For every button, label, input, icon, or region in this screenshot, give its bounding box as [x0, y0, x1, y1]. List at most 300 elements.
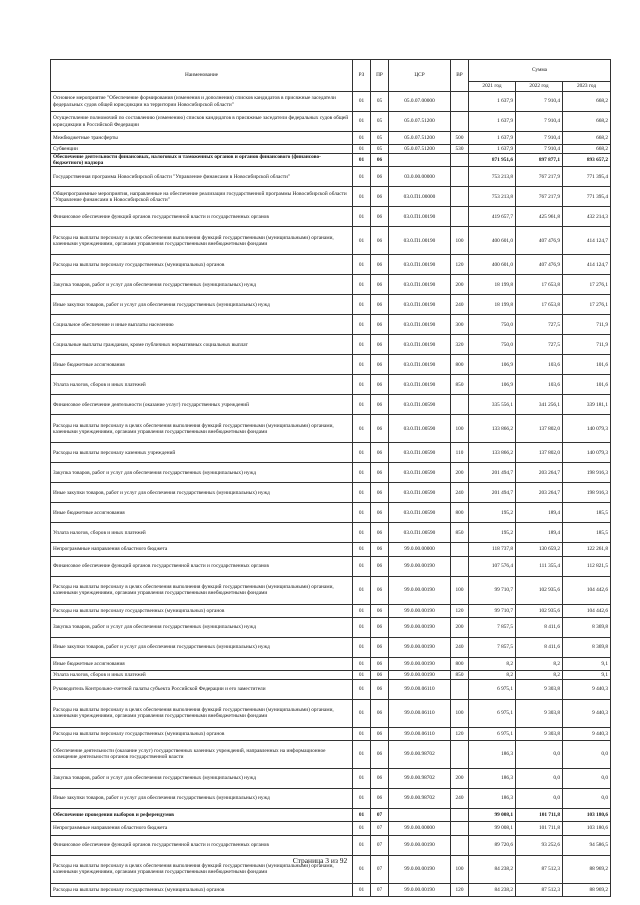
table-row [51, 808, 611, 821]
cell-2023: 771 395,4 [563, 167, 611, 187]
cell-name: Уплата налогов, сборов и иных платежей [51, 375, 353, 395]
cell-vr [451, 835, 469, 855]
cell-vr [451, 92, 469, 112]
cell-2023: 198 916,3 [563, 483, 611, 503]
cell-2021: 133 866,2 [469, 415, 516, 443]
cell-name: Расходы на выплаты персоналу государственных (муниципальных) органов [51, 883, 353, 896]
cell-2022: 425 961,8 [516, 207, 563, 227]
cell-2021: 1 637,9 [469, 92, 516, 112]
cell-rz: 01 [353, 740, 371, 768]
cell-vr: 200 [451, 275, 469, 295]
cell-pr: 06 [371, 679, 389, 699]
cell-2023: 9,1 [563, 671, 611, 679]
cell-2023: 140 079,3 [563, 415, 611, 443]
cell-pr: 06 [371, 207, 389, 227]
cell-pr: 06 [371, 355, 389, 375]
cell-name: Социальные выплаты гражданам, кроме публичных нормативных социальных выплат [51, 335, 353, 355]
cell-2021: 106,9 [469, 375, 516, 395]
cell-vr: 100 [451, 855, 469, 883]
cell-2023: 8 369,8 [563, 617, 611, 637]
cell-csr: 05.0.07.51200 [389, 132, 451, 145]
cell-vr: 530 [451, 145, 469, 153]
cell-pr: 07 [371, 835, 389, 855]
cell-2023: 185,5 [563, 523, 611, 543]
cell-rz: 01 [353, 671, 371, 679]
cell-2023: 94 586,5 [563, 835, 611, 855]
cell-csr: 99.0.00.00190 [389, 617, 451, 637]
cell-name: Расходы на выплаты персоналу в целях обеспечения выполнения функций государственными (муниципальными) органами, казенными учреждениями, органами управления государственными внебюджетными фондами [51, 576, 353, 604]
cell-pr: 06 [371, 556, 389, 576]
cell-2021: 89 720,6 [469, 835, 516, 855]
cell-pr: 06 [371, 727, 389, 740]
cell-name: Межбюджетные трансферты [51, 132, 353, 145]
cell-pr: 06 [371, 543, 389, 556]
cell-vr: 240 [451, 483, 469, 503]
cell-pr: 06 [371, 463, 389, 483]
table-row [51, 335, 611, 355]
cell-2021: 335 556,1 [469, 395, 516, 415]
cell-pr: 06 [371, 375, 389, 395]
cell-2022: 203 264,7 [516, 463, 563, 483]
cell-pr: 06 [371, 617, 389, 637]
table-row [51, 153, 611, 167]
cell-2022: 103,6 [516, 375, 563, 395]
cell-pr: 05 [371, 112, 389, 132]
cell-rz: 01 [353, 295, 371, 315]
page-number: Страница 3 из 92 [292, 856, 348, 865]
cell-rz: 01 [353, 855, 371, 883]
cell-csr: 99.0.00.00000 [389, 822, 451, 835]
cell-2021: 7 857,5 [469, 637, 516, 657]
cell-2023: 668,2 [563, 92, 611, 112]
cell-pr: 06 [371, 415, 389, 443]
table-row [51, 699, 611, 727]
table-row [51, 617, 611, 637]
cell-2021: 6 975,1 [469, 727, 516, 740]
table-row [51, 637, 611, 657]
cell-name: Уплата налогов, сборов и иных платежей [51, 523, 353, 543]
cell-vr [451, 167, 469, 187]
cell-csr: 03.0.П1.00190 [389, 227, 451, 255]
cell-vr: 240 [451, 637, 469, 657]
cell-2023: 414 124,7 [563, 227, 611, 255]
table-row [51, 604, 611, 617]
cell-2021: 7 857,5 [469, 617, 516, 637]
cell-vr [451, 153, 469, 167]
cell-2021: 1 637,9 [469, 145, 516, 153]
cell-2022: 727,5 [516, 315, 563, 335]
cell-2021: 99 008,1 [469, 822, 516, 835]
cell-rz: 01 [353, 207, 371, 227]
cell-2023: 9 440,3 [563, 699, 611, 727]
cell-csr: 99.0.00.98702 [389, 788, 451, 808]
cell-name: Финансовое обеспечение функций органов государственной власти и государственных органов [51, 835, 353, 855]
cell-pr: 05 [371, 145, 389, 153]
cell-pr: 07 [371, 822, 389, 835]
header-pr: ПР [371, 60, 389, 92]
cell-name: Иные бюджетные ассигнования [51, 503, 353, 523]
cell-2021: 99 710,7 [469, 576, 516, 604]
cell-2023: 88 969,2 [563, 883, 611, 896]
cell-2022: 407 476,9 [516, 255, 563, 275]
cell-rz: 01 [353, 617, 371, 637]
cell-csr: 05.0.07.51200 [389, 145, 451, 153]
table-row [51, 727, 611, 740]
cell-2022: 111 355,4 [516, 556, 563, 576]
cell-csr: 03.0.П1.00190 [389, 355, 451, 375]
cell-2022: 101 711,8 [516, 808, 563, 821]
cell-2021: 400 601,0 [469, 227, 516, 255]
cell-2022: 137 802,0 [516, 443, 563, 463]
cell-2021: 118 737,8 [469, 543, 516, 556]
cell-2023: 112 821,5 [563, 556, 611, 576]
cell-2021: 186,3 [469, 740, 516, 768]
cell-2022: 7 910,4 [516, 112, 563, 132]
cell-csr: 03.0.П1.00590 [389, 395, 451, 415]
cell-name: Закупка товаров, работ и услуг для обеспечения государственных (муниципальных) нужд [51, 617, 353, 637]
cell-2021: 107 576,4 [469, 556, 516, 576]
cell-name: Непрограммные направления областного бюджета [51, 543, 353, 556]
cell-2021: 133 866,2 [469, 443, 516, 463]
cell-vr [451, 822, 469, 835]
cell-2023: 8 369,8 [563, 637, 611, 657]
cell-vr: 800 [451, 503, 469, 523]
table-body [51, 92, 611, 897]
cell-rz: 01 [353, 153, 371, 167]
cell-2023: 0,0 [563, 788, 611, 808]
cell-2021: 99 008,1 [469, 808, 516, 821]
table-row [51, 375, 611, 395]
cell-2022: 189,4 [516, 503, 563, 523]
cell-2021: 750,0 [469, 315, 516, 335]
cell-2022: 137 802,0 [516, 415, 563, 443]
cell-2023: 668,2 [563, 112, 611, 132]
cell-rz: 01 [353, 167, 371, 187]
cell-vr: 240 [451, 788, 469, 808]
cell-rz: 01 [353, 657, 371, 670]
table-row [51, 556, 611, 576]
cell-rz: 01 [353, 112, 371, 132]
cell-pr: 06 [371, 576, 389, 604]
table-row [51, 768, 611, 788]
cell-2021: 201 494,7 [469, 463, 516, 483]
cell-pr: 06 [371, 657, 389, 670]
cell-name: Социальное обеспечение и иные выплаты населению [51, 315, 353, 335]
cell-2022: 17 653,8 [516, 275, 563, 295]
cell-2021: 1 637,9 [469, 132, 516, 145]
cell-vr: 120 [451, 604, 469, 617]
cell-2022: 9 303,8 [516, 679, 563, 699]
table-row [51, 415, 611, 443]
cell-vr: 850 [451, 375, 469, 395]
cell-2023: 185,5 [563, 503, 611, 523]
cell-vr: 200 [451, 617, 469, 637]
cell-2023: 17 276,1 [563, 275, 611, 295]
cell-vr: 800 [451, 355, 469, 375]
cell-2021: 195,2 [469, 523, 516, 543]
cell-vr [451, 187, 469, 207]
table-row [51, 275, 611, 295]
cell-rz: 01 [353, 768, 371, 788]
cell-csr: 03.0.П1.00590 [389, 523, 451, 543]
cell-name: Непрограммные направления областного бюджета [51, 822, 353, 835]
cell-name: Основное мероприятие "Обеспечение формирования (изменения и дополнения) списков кандидатов в присяжные заседатели федеральных судов общей юрисдикции на территории Новосибирской области" [51, 92, 353, 112]
cell-2023: 198 916,3 [563, 463, 611, 483]
cell-rz: 01 [353, 275, 371, 295]
cell-pr: 06 [371, 153, 389, 167]
cell-name: Расходы на выплаты персоналу казенных учреждений [51, 443, 353, 463]
table-row [51, 207, 611, 227]
cell-2022: 7 910,4 [516, 132, 563, 145]
cell-pr: 06 [371, 503, 389, 523]
cell-vr: 320 [451, 335, 469, 355]
cell-pr: 05 [371, 92, 389, 112]
header-csr: ЦСР [389, 60, 451, 92]
cell-csr: 03.0.00.00000 [389, 167, 451, 187]
cell-csr: 99.0.00.00190 [389, 671, 451, 679]
cell-vr: 100 [451, 699, 469, 727]
cell-rz: 01 [353, 835, 371, 855]
table-row [51, 92, 611, 112]
cell-2022: 7 910,4 [516, 145, 563, 153]
cell-rz: 01 [353, 727, 371, 740]
cell-pr: 06 [371, 167, 389, 187]
cell-csr: 99.0.00.06110 [389, 679, 451, 699]
cell-rz: 01 [353, 395, 371, 415]
cell-rz: 01 [353, 604, 371, 617]
cell-2022: 17 653,8 [516, 295, 563, 315]
cell-pr: 06 [371, 483, 389, 503]
table-row [51, 463, 611, 483]
cell-2023: 711,9 [563, 335, 611, 355]
cell-2023: 432 214,3 [563, 207, 611, 227]
cell-2021: 6 975,1 [469, 679, 516, 699]
cell-rz: 01 [353, 255, 371, 275]
table-row [51, 112, 611, 132]
cell-name: Государственная программа Новосибирской области "Управление финансами в Новосибирской области" [51, 167, 353, 187]
cell-vr: 850 [451, 671, 469, 679]
cell-2022: 102 935,6 [516, 576, 563, 604]
cell-2021: 106,9 [469, 355, 516, 375]
cell-2022: 87 512,3 [516, 855, 563, 883]
cell-2021: 18 199,8 [469, 295, 516, 315]
cell-vr: 300 [451, 315, 469, 335]
cell-rz: 01 [353, 788, 371, 808]
cell-pr: 07 [371, 808, 389, 821]
cell-vr: 850 [451, 523, 469, 543]
cell-vr [451, 808, 469, 821]
cell-2021: 18 199,8 [469, 275, 516, 295]
cell-rz: 01 [353, 415, 371, 443]
cell-rz: 01 [353, 355, 371, 375]
cell-csr: 03.0.П1.00190 [389, 295, 451, 315]
cell-pr: 06 [371, 768, 389, 788]
cell-name: Расходы на выплаты персоналу государственных (муниципальных) органов [51, 255, 353, 275]
cell-name: Обеспечение деятельности (оказание услуг) государственных казенных учреждений, направленных на информационное освещение деятельности органов государственной власти [51, 740, 353, 768]
cell-2021: 750,0 [469, 335, 516, 355]
cell-vr: 120 [451, 255, 469, 275]
cell-vr [451, 556, 469, 576]
cell-2021: 84 238,2 [469, 883, 516, 896]
cell-csr: 05.0.07.51200 [389, 112, 451, 132]
cell-2023: 101,6 [563, 355, 611, 375]
cell-vr: 240 [451, 295, 469, 315]
cell-2022: 8,2 [516, 657, 563, 670]
cell-pr: 06 [371, 315, 389, 335]
cell-name: Расходы на выплаты персоналу в целях обеспечения выполнения функций государственными (муниципальными) органами, казенными учреждениями, органами управления государственными внебюджетными фондами [51, 699, 353, 727]
cell-csr: 03.0.П1.00590 [389, 483, 451, 503]
cell-pr: 06 [371, 187, 389, 207]
cell-rz: 01 [353, 483, 371, 503]
cell-2023: 893 657,2 [563, 153, 611, 167]
cell-pr: 06 [371, 699, 389, 727]
cell-2023: 0,0 [563, 768, 611, 788]
cell-csr: 03.0.П1.00590 [389, 463, 451, 483]
cell-rz: 01 [353, 556, 371, 576]
cell-csr: 03.0.П1.00590 [389, 503, 451, 523]
table-row [51, 822, 611, 835]
cell-rz: 01 [353, 463, 371, 483]
cell-name: Расходы на выплаты персоналу в целях обеспечения выполнения функций государственными (муниципальными) органами, казенными учреждениями, органами управления государственными внебюджетными фондами [51, 415, 353, 443]
cell-2021: 195,2 [469, 503, 516, 523]
table-row [51, 355, 611, 375]
cell-vr: 120 [451, 883, 469, 896]
table-row [51, 187, 611, 207]
cell-2022: 8,2 [516, 671, 563, 679]
cell-rz: 01 [353, 679, 371, 699]
cell-name: Финансовое обеспечение деятельности (оказание услуг) государственных учреждений [51, 395, 353, 415]
cell-rz: 01 [353, 637, 371, 657]
cell-csr: 03.0.П1.00190 [389, 315, 451, 335]
table-row [51, 167, 611, 187]
cell-2022: 87 512,3 [516, 883, 563, 896]
cell-pr: 07 [371, 883, 389, 896]
cell-csr: 03.0.П1.00000 [389, 187, 451, 207]
cell-csr: 99.0.00.00190 [389, 604, 451, 617]
cell-csr: 99.0.00.06110 [389, 699, 451, 727]
cell-2023: 104 442,6 [563, 576, 611, 604]
cell-csr: 99.0.00.00190 [389, 855, 451, 883]
cell-2021: 400 601,0 [469, 255, 516, 275]
cell-2022: 727,5 [516, 335, 563, 355]
cell-2021: 753 213,8 [469, 187, 516, 207]
table-row [51, 255, 611, 275]
cell-pr: 06 [371, 255, 389, 275]
cell-csr: 99.0.00.00190 [389, 883, 451, 896]
table-row [51, 576, 611, 604]
header-vr: ВР [451, 60, 469, 92]
cell-2022: 8 411,6 [516, 617, 563, 637]
cell-pr: 06 [371, 295, 389, 315]
cell-pr: 06 [371, 443, 389, 463]
cell-vr: 120 [451, 727, 469, 740]
cell-name: Закупка товаров, работ и услуг для обеспечения государственных (муниципальных) нужд [51, 275, 353, 295]
cell-2023: 9,1 [563, 657, 611, 670]
cell-name: Иные бюджетные ассигнования [51, 657, 353, 670]
table-row [51, 740, 611, 768]
cell-name: Иные закупки товаров, работ и услуг для обеспечения государственных (муниципальных) нужд [51, 637, 353, 657]
cell-csr [389, 153, 451, 167]
cell-pr: 07 [371, 855, 389, 883]
cell-rz: 01 [353, 187, 371, 207]
cell-pr: 06 [371, 671, 389, 679]
cell-name: Обеспечение деятельности финансовых, налоговых и таможенных органов и органов финансового (финансово-бюджетного) надзора [51, 153, 353, 167]
table-row [51, 671, 611, 679]
cell-2023: 668,2 [563, 145, 611, 153]
cell-name: Иные закупки товаров, работ и услуг для обеспечения государственных (муниципальных) нужд [51, 295, 353, 315]
table-row [51, 145, 611, 153]
cell-name: Закупка товаров, работ и услуг для обеспечения государственных (муниципальных) нужд [51, 768, 353, 788]
cell-csr: 99.0.00.06110 [389, 727, 451, 740]
header-name: Наименование [51, 60, 353, 92]
cell-rz: 01 [353, 523, 371, 543]
cell-2021: 201 494,7 [469, 483, 516, 503]
cell-csr: 03.0.П1.00190 [389, 375, 451, 395]
cell-rz: 01 [353, 375, 371, 395]
cell-2021: 8,2 [469, 671, 516, 679]
cell-rz: 01 [353, 543, 371, 556]
cell-2021: 99 710,7 [469, 604, 516, 617]
cell-2021: 84 238,2 [469, 855, 516, 883]
cell-name: Расходы на выплаты персоналу государственных (муниципальных) органов [51, 727, 353, 740]
cell-2022: 130 659,2 [516, 543, 563, 556]
table-row [51, 657, 611, 670]
cell-rz: 01 [353, 132, 371, 145]
cell-2023: 88 969,2 [563, 855, 611, 883]
cell-2021: 871 951,6 [469, 153, 516, 167]
cell-2023: 339 181,1 [563, 395, 611, 415]
cell-name: Руководитель Контрольно-счетной палаты субъекта Российской Федерации и его заместители [51, 679, 353, 699]
header-year-2022: 2022 год [516, 82, 563, 92]
cell-pr: 05 [371, 132, 389, 145]
cell-pr: 06 [371, 637, 389, 657]
cell-2021: 419 657,7 [469, 207, 516, 227]
cell-vr: 200 [451, 463, 469, 483]
cell-rz: 01 [353, 92, 371, 112]
cell-2023: 9 440,3 [563, 727, 611, 740]
cell-vr: 500 [451, 132, 469, 145]
cell-2023: 122 261,8 [563, 543, 611, 556]
cell-2022: 9 303,8 [516, 727, 563, 740]
cell-pr: 06 [371, 788, 389, 808]
cell-name: Расходы на выплаты персоналу в целях обеспечения выполнения функций государственными (муниципальными) органами, казенными учреждениями, органами управления государственными внебюджетными фондами [51, 227, 353, 255]
cell-pr: 06 [371, 227, 389, 255]
cell-rz: 01 [353, 335, 371, 355]
cell-csr: 03.0.П1.00190 [389, 275, 451, 295]
cell-csr: 99.0.00.00190 [389, 556, 451, 576]
cell-2021: 6 975,1 [469, 699, 516, 727]
cell-rz: 01 [353, 443, 371, 463]
cell-2022: 341 256,1 [516, 395, 563, 415]
cell-2021: 186,3 [469, 788, 516, 808]
cell-2023: 414 124,7 [563, 255, 611, 275]
cell-2021: 1 637,9 [469, 112, 516, 132]
table-row [51, 883, 611, 896]
cell-2023: 668,2 [563, 132, 611, 145]
cell-2022: 93 252,6 [516, 835, 563, 855]
cell-2023: 103 180,6 [563, 822, 611, 835]
cell-rz: 01 [353, 883, 371, 896]
cell-pr: 06 [371, 275, 389, 295]
cell-csr: 99.0.00.00190 [389, 637, 451, 657]
table-row [51, 132, 611, 145]
cell-vr [451, 112, 469, 132]
cell-2023: 771 395,4 [563, 187, 611, 207]
cell-csr: 03.0.П1.00190 [389, 335, 451, 355]
cell-pr: 06 [371, 740, 389, 768]
cell-vr [451, 740, 469, 768]
cell-name: Уплата налогов, сборов и иных платежей [51, 671, 353, 679]
